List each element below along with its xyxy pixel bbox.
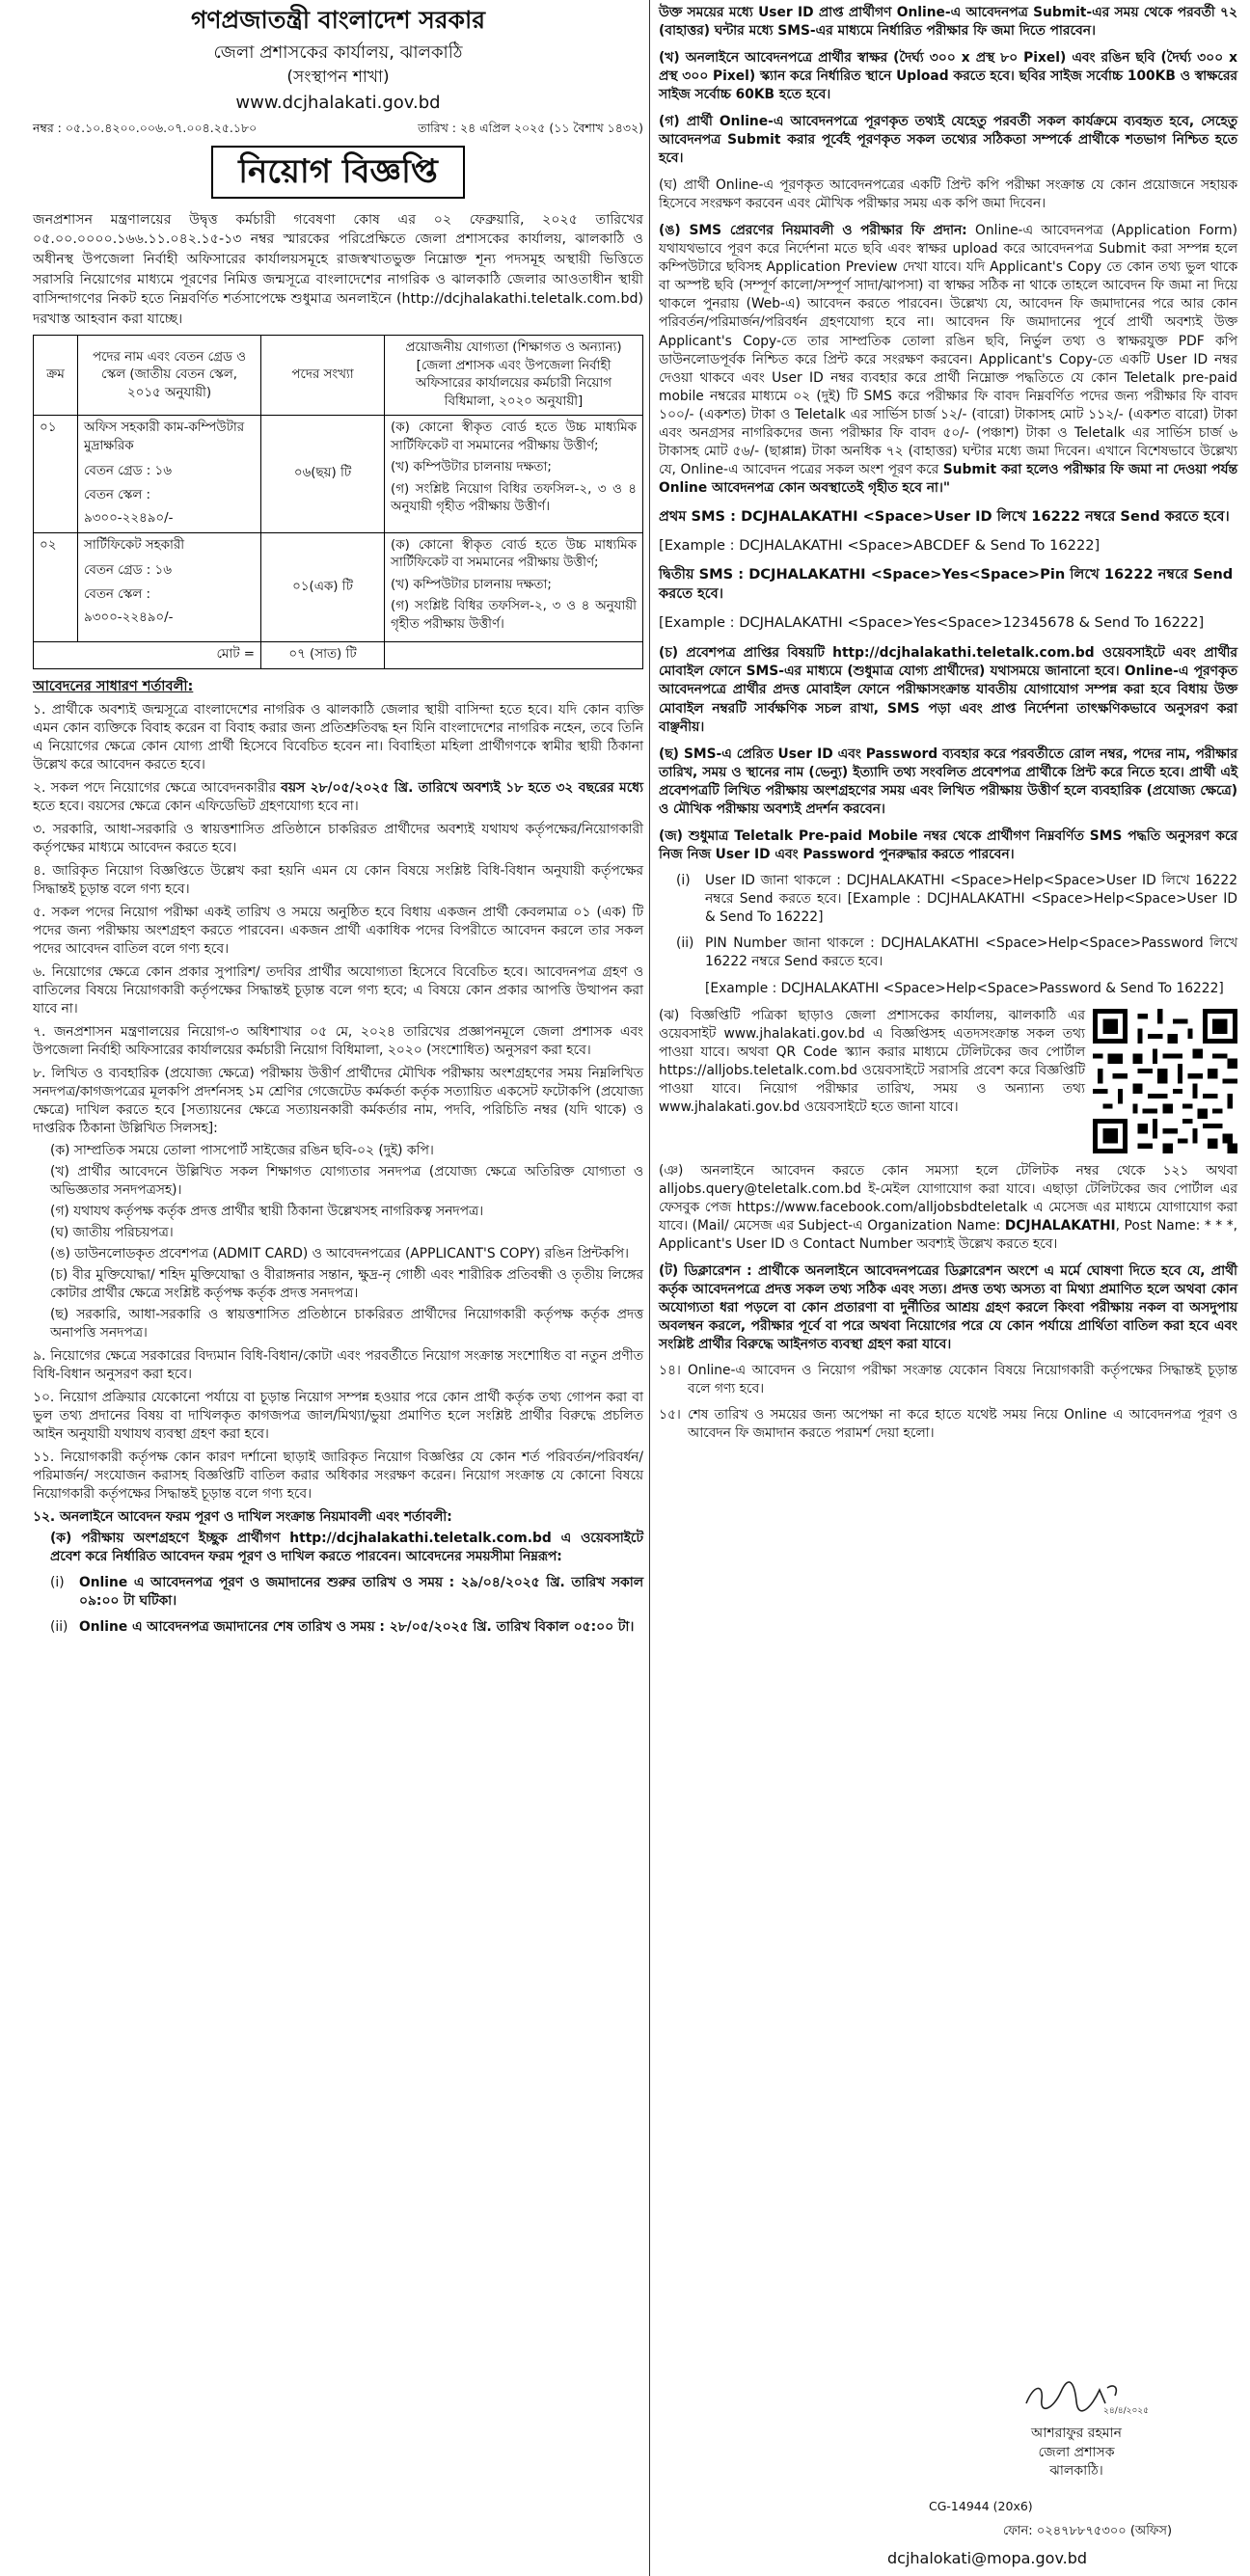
- notice-header: [33, 4, 643, 116]
- intro-paragraph: জনপ্রশাসন মন্ত্রণালয়ের উদ্বৃত্ত কর্মচারী গবেষণা কোষ এর ০২ ফেব্রুয়ারি, ২০২৫ তারিখের ০৫.০০.০০০০.১৬৬.১১.০৪২.১৫-১৩ নম্বর স্মারকের পরিপ্রেক্ষিতে জেলা প্রশাসকের কার্যালয়, ঝালকাঠি ও অধীনস্থ উপজেলা নির্বাহী অফিসারের কার্যালয়সমূহে রাজস্বখাতভুক্ত নিম্নোক্ত শূন্য পদসমূহ অস্থায়ী ভিত্তিতে সরাসরি নিয়োগের মাধ্যমে পূরণের নিমিত্ত জন্মসূত্রে বাংলাদেশের নাগরিক ও ঝালকাঠি জেলার আওতাধীন স্থায়ী বাসিন্দাগণের নিকট হতে নিম্নবর্ণিত শর্তসাপেক্ষে শুধুমাত্র অনলাইনে (http://dcjhalakathi.teletalk.com.bd) দরখাস্ত আহবান করা যাচ্ছে।: [33, 211, 643, 327]
- row2-serial: ০২: [34, 532, 78, 642]
- item-kha: (খ) অনলাইনে আবেদনপত্রে প্রার্থীর স্বাক্ষর (দৈর্ঘ্য ৩০০ x প্রস্থ ৮০ Pixel) এবং রঙিন ছবি (দৈর্ঘ্য ৩০০ x প্রস্থ ৩০০ Pixel) স্ক্যান করে নির্ধারিত স্থানে Upload করতে হবে। ছবির সাইজ সর্বোচ্চ 100KB ও স্বাক্ষরের সাইজ সর্বোচ্চ 60KB হতে হবে।: [659, 50, 1237, 103]
- row2-scale: ৯৩০০-২২৪৯০/-: [84, 610, 174, 626]
- condition-2: [33, 779, 643, 816]
- row1-serial: ০১: [34, 416, 78, 533]
- recovery-password-num: (ii): [676, 935, 694, 951]
- condition-5: ৫. সকল পদের নিয়োগ পরীক্ষা একই তারিখ ও সময়ে অনুষ্ঠিত হবে বিধায় একজন প্রার্থী কেবলমাত্র ০১ (এক) টি পদের জন্য পরীক্ষায় অংশগ্রহণ করতে পারবেন। একজন প্রার্থী একাধিক পদের বিপরীতে আবেদন করলে তার সকল পদের আবেদন বাতিল বলে গণ্য হবে।: [33, 905, 643, 958]
- row2-grade: বেতন গ্রেড : ১৬: [84, 563, 172, 579]
- government-name: গণপ্রজাতন্ত্রী বাংলাদেশ সরকার: [191, 6, 485, 34]
- row1-scale-label: বেতন স্কেল :: [84, 487, 151, 502]
- condition-3: ৩. সরকারি, আধা-সরকারি ও স্বায়ত্তশাসিত প্রতিষ্ঠানে চাকরিরত প্রার্থীদের অবশ্যই যথাযথ কর্তৃপক্ষের/নিয়োগকারী কর্তৃপক্ষের মাধ্যমে আবেদন করতে হবে।: [33, 822, 643, 856]
- condition-8-item: (চ) বীর মুক্তিযোদ্ধা/ শহিদ মুক্তিযোদ্ধা ও বীরাঙ্গনার সন্তান, ক্ষুদ্র-নৃ গোষ্ঠী এবং শারীরিক প্রতিবন্ধী ও তৃতীয় লিঙ্গের কোটার প্রার্থীর ক্ষেত্রে সংশ্লিষ্ট কর্তৃপক্ষ কর্তৃক প্রদত্ত সনদপত্র।: [50, 1266, 643, 1301]
- recovery-user-id: [676, 872, 1237, 927]
- organization-name: DCJHALAKATHI: [1004, 1218, 1116, 1234]
- condition-8: ৮. লিখিত ও ব্যবহারিক (প্রযোজ্য ক্ষেত্রে) পরীক্ষায় উত্তীর্ণ প্রার্থীদের মৌখিক পরীক্ষায় অংশগ্রহণের সময় নিম্নলিখিত সনদপত্র/কাগজপত্রের মূলকপি প্রদর্শনসহ ১ম শ্রেণির গেজেটেড কর্মকর্তা কর্তৃক সত্যায়িত একসেট ফটোকপি (প্রযোজ্য ক্ষেত্রে) দাখিল করতে হবে [সত্যায়নের ক্ষেত্রে সত্যায়নকারী কর্মকর্তার নাম, পদবি, পরিচিতি নম্বর (যদি থাকে) ও দাপ্তরিক ঠিকানা উল্লিখিত সিলসহ]:: [33, 1066, 643, 1137]
- item-cha: (চ) প্রবেশপত্র প্রাপ্তির বিষয়টি http://dcjhalakathi.teletalk.com.bd ওয়েবসাইটে এবং প্রার্থীর মোবাইল ফোনে SMS-এর মাধ্যমে (শুধুমাত্র যোগ্য প্রার্থীদের) যথাসময়ে জানানো হবে। Online-এ পূরণকৃত আবেদনপত্রে প্রার্থীর প্রদত্ত মোবাইল ফোনে পরীক্ষাসংক্রান্ত যাবতীয় যোগাযোগ সম্পন্ন করা হবে বিধায় উক্ত মোবাইল নম্বরটি সার্বক্ষণিক সচল রাখা, SMS পড়া এবং প্রাপ্ত নির্দেশনা তাৎক্ষণিকভাবে অনুসরণ করা বাঞ্ছনীয়।: [659, 645, 1237, 735]
- column-divider: [649, 0, 650, 2576]
- notice-title: [33, 146, 643, 199]
- table-row: [34, 416, 643, 533]
- condition-14-num: ১৪।: [659, 1363, 681, 1379]
- row1-qual-2: (খ) কম্পিউটার চালনায় দক্ষতা;: [391, 460, 552, 475]
- second-sms-example: [Example : DCJHALAKATHI <Space>Yes<Space>12345678 & Send To 16222]: [659, 614, 1205, 632]
- th-qualification: প্রয়োজনীয় যোগ্যতা (শিক্ষাগত ও অন্যান্য) [জেলা প্রশাসক এবং উপজেলা নির্বাহী অফিসারের কার্যালয়ের কর্মচারী নিয়োগ বিধিমালা, ২০২০ অনুযায়ী]: [385, 336, 643, 416]
- condition-12-k: (ক) পরীক্ষায় অংশগ্রহণে ইচ্ছুক প্রার্থীগণ http://dcjhalakathi.teletalk.com.bd এ ওয়েবসাইটে প্রবেশ করে নির্ধারিত আবেদন ফরম পূরণ ও দাখিল করতে পারবেন। আবেদনের সময়সীমা নিম্নরূপ:: [50, 1531, 643, 1565]
- recovery-password-text: PIN Number জানা থাকলে : DCJHALAKATHI <Space>Help<Space>Password লিখে 16222 নম্বরে Send করতে হবে।: [705, 935, 1237, 969]
- table-header-row: [34, 336, 643, 416]
- general-conditions-heading: আবেদনের সাধারণ শর্তাবলী:: [33, 678, 194, 694]
- th-post: পদের নাম এবং বেতন গ্রেড ও স্কেল (জাতীয় বেতন স্কেল, ২০১৫ অনুযায়ী): [78, 336, 261, 416]
- office-name: জেলা প্রশাসকের কার্যালয়, ঝালকাঠি: [213, 41, 463, 63]
- item-jha: (ঝ) বিজ্ঞপ্তিটি পত্রিকা ছাড়াও জেলা প্রশাসকের কার্যালয়, ঝালকাঠি এর ওয়েবসাইট www.jhalakati.gov.bd এ বিজ্ঞপ্তিসহ এতদসংক্রান্ত সকল তথ্য পাওয়া যাবে। অথবা QR Code স্ক্যান করার মাধ্যমে টেলিটকের জব পোর্টাল https://alljobs.teletalk.com.bd ওয়েবসাইটে সরাসরি প্রবেশ করে বিজ্ঞপ্তিটি পাওয়া যাবে। নিয়োগ পরীক্ষার তারিখ, সময় ও অন্যান্য তথ্য www.jhalakati.gov.bd ওয়েবসাইটে হতে জানা যাবে।: [659, 1007, 1085, 1116]
- row1-grade: বেতন গ্রেড : ১৬: [84, 464, 172, 479]
- qr-code-icon[interactable]: [1093, 1009, 1237, 1153]
- item-ga: (গ) প্রার্থী Online-এ আবেদনপত্রে পূরণকৃত তথ্যই যেহেতু পরবর্তী সকল কার্যক্রমে ব্যবহৃত হবে, সেহেতু আবেদনপত্র Submit করার পূর্বেই পূরণকৃত সকল তথ্যের সঠিকতা সম্পর্কে প্রার্থীকে শতভাগ নিশ্চিত হতে হবে।: [659, 114, 1237, 167]
- item-nga-bold: Submit করা হলেও পরীক্ষার ফি জমা না দেওয়া পর্যন্ত Online আবেদনপত্র কোন অবস্থাতেই গৃহীত হবে না।": [659, 461, 1238, 496]
- deadline-end-text: Online এ আবেদনপত্র জমাদানের শেষ তারিখ ও সময় : ২৮/০৫/২০২৫ খ্রি. তারিখ বিকাল ০৫:০০ টা।: [79, 1619, 635, 1636]
- row1-post: অফিস সহকারী কাম-কম্পিউটার মুদ্রাক্ষরিক: [84, 420, 245, 453]
- table-row: [34, 532, 643, 642]
- condition-8-item: (গ) যথাযথ কর্তৃপক্ষ কর্তৃক প্রদত্ত প্রার্থীর স্থায়ী ঠিকানা উল্লেখসহ নাগরিকত্ব সনদপত্র।: [50, 1203, 484, 1219]
- item-nya-a: (ঞ) অনলাইনে আবেদন করতে কোন সমস্যা হলে টেলিটক নম্বর থেকে ১২১ অথবা alljobs.query@teletalk.com.bd ই-মেইল যোগাযোগ করা যাবে। এছাড়া টেলিটকের জব পোর্টাল এর ফেসবুক পেজ https://www.facebook.com/alljobsbdteletalk এ মেসেজ এর মাধ্যমে যোগাযোগ করা যাবে। (Mail/ মেসেজ এর Subject-এ Organization Name:: [659, 1162, 1237, 1234]
- condition-4: ৪. জারিকৃত নিয়োগ বিজ্ঞপ্তিতে উল্লেখ করা হয়নি এমন যে কোন বিষয়ে সংশ্লিষ্ট বিধি-বিধান অনুযায়ী কর্তৃপক্ষের সিদ্ধান্তই চূড়ান্ত বলে গণ্য হবে।: [33, 863, 643, 898]
- condition-8-item: (ছ) সরকারি, আধা-সরকারি ও স্বায়ত্তশাসিত প্রতিষ্ঠানে চাকরিরত প্রার্থীদের নিয়োগকারী কর্তৃপক্ষ কর্তৃক প্রদত্ত অনাপত্তি সনদপত্র।: [50, 1306, 643, 1341]
- memo-date: তারিখ : ২৪ এপ্রিল ২০২৫ (১১ বৈশাখ ১৪৩২): [418, 120, 643, 135]
- second-sms: দ্বিতীয় SMS : DCJHALAKATHI <Space>Yes<Space>Pin লিখে 16222 নম্বরে Send করতে হবে।: [659, 566, 1234, 603]
- row1-qualifications: [385, 416, 643, 533]
- row2-qual-2: (খ) কম্পিউটার চালনায় দক্ষতা;: [391, 577, 552, 592]
- recovery-user-id-text: User ID জানা থাকলে : DCJHALAKATHI <Space>Help<Space>User ID লিখে 16222 নম্বরে Send করতে হবে। [Example : DCJHALAKATHI <Space>Help<Space>User ID & Send To 16222]: [705, 872, 1237, 925]
- deadline-start-text: Online এ আবেদনপত্র পূরণ ও জমাদানের শুরুর তারিখ ও সময় : ২৯/০৪/২০২৫ খ্রি. তারিখ সকাল ০৯:০০ টা ঘটিকা।: [79, 1575, 643, 1610]
- row1-scale: ৯৩০০-২২৪৯০/-: [84, 511, 174, 527]
- row2-count: ০১(এক) টি: [261, 532, 385, 642]
- condition-8-item: (ঘ) জাতীয় পরিচয়পত্র।: [50, 1224, 174, 1240]
- website: www.dcjhalakati.gov.bd: [235, 92, 441, 113]
- row1-post-cell: [78, 416, 261, 533]
- deadline-start: [50, 1574, 643, 1611]
- condition-11: ১১. নিয়োগকারী কর্তৃপক্ষ কোন কারণ দর্শানো ছাড়াই জারিকৃত নিয়োগ বিজ্ঞপ্তির যে কোন শর্ত পরিবর্তন/পরিবর্ধন/পরিমার্জন/ সংযোজন করাসহ বিজ্ঞপ্তিটি বাতিল করার অধিকার সংরক্ষণ করেন। নিয়োগ সংক্রান্ত যে কোনো বিষয়ে নিয়োগকারী কর্তৃপক্ষের সিদ্ধান্তই চূড়ান্ত বলে গণ্য হবে।: [33, 1449, 643, 1503]
- reference-line: [33, 120, 643, 136]
- item-ja: (জ) শুধুমাত্র Teletalk Pre-paid Mobile নম্বর থেকে প্রার্থীগণ নিম্নবর্ণিত SMS পদ্ধতি অনুসরণ করে নিজ নিজ User ID এবং Password পুনরুদ্ধার করতে পারবেন।: [659, 827, 1237, 862]
- table-total-row: [34, 642, 643, 669]
- recovery-password: [676, 935, 1237, 971]
- row1-count: ০৬(ছয়) টি: [261, 416, 385, 533]
- item-nga-body: Online-এ আবেদনপত্র (Application Form) যথাযথভাবে পূরণ করে নির্দেশনা মতে ছবি এবং স্বাক্ষর upload করে আবেদনপত্র Submit করা সম্পন্ন হলে কম্পিউটারে ছবিসহ Application Preview দেখা যাবে। যদি Applicant's Copy তে কোন তথ্য ভুল থাকে বা অস্পষ্ট ছবি (সম্পূর্ণ কালো/সম্পূর্ণ সাদা/ঝাপসা) বা স্বাক্ষর সঠিক না থাকে তাহলে আবেদন ফি জমা না দিয়ে থাকলে পুনরায় (Web-এ) আবেদন করতে পারবেন। উল্লেখ্য যে, আবেদন ফি জমাদানের পরে আর কোন পরিবর্তন/পরিমার্জন/পরিবর্ধন গ্রহণযোগ্য হবে না। আবেদন ফি জমাদানের পূর্বে প্রার্থী অবশ্যই উক্ত Applicant's Copy-তে তার সাম্প্রতিক তোলা রঙিন ছবি, নির্ভুল তথ্য ও স্বাক্ষরযুক্ত PDF কপি ডাউনলোডপূর্বক নিশ্চিত করে প্রিন্ট করে সংরক্ষণ করবেন। Applicant's Copy-তে একটি User ID নম্বর দেওয়া থাকবে এবং User ID নম্বর ব্যবহার করে প্রার্থী নিম্নোক্ত পদ্ধতিতে যে কোন Teletalk pre-paid mobile নম্বরের মাধ্যমে ০২ (দুই) টি SMS করে পরীক্ষার ফি বাবদ নিম্নবর্ণিত পদের জন্য পরীক্ষার ফি বাবদ ১০০/- (একশত) টাকা ও Teletalk এর সার্ভিস চার্জ ১২/- (বারো) টাকাসহ মোট ১১২/- (একশত বারো) টাকা এবং অনগ্রসর নাগরিকদের জন্য পরীক্ষার ফি বাবদ ৫০/- (পঞ্চাশ) টাকা ও Teletalk এর সার্ভিস চার্জ ৬ টাকাসহ মোট ৫৬/- (ছাপ্পান্ন) টাকা অনধিক ৭২ (বাহাত্তর) ঘন্টার মধ্যে জমা দিবেন। এখানে বিশেষভাবে উল্লেখ্য যে, Online-এ আবেদন পত্রের সকল অংশ পূরণ করে: [659, 223, 1237, 477]
- condition-14: [659, 1362, 1237, 1398]
- th-serial: ক্রম: [34, 336, 78, 416]
- deadline-end: [50, 1618, 643, 1637]
- first-sms-example: [Example : DCJHALAKATHI <Space>ABCDEF & Send To 16222]: [659, 536, 1101, 554]
- total-count: ০৭ (সাত) টি: [261, 642, 385, 669]
- notice-title-text: নিয়োগ বিজ্ঞপ্তি: [211, 146, 465, 199]
- condition-8-item: (ঙ) ডাউনলোডকৃত প্রবেশপত্র (ADMIT CARD) ও আবেদনপত্রের (APPLICANT'S COPY) রঙিন প্রিন্টকপি।: [50, 1245, 629, 1261]
- recovery-password-example: [Example : DCJHALAKATHI <Space>Help<Space>Password & Send To 16222]: [705, 980, 1224, 996]
- item-nga-heading: (ঙ) SMS প্রেরণের নিয়মাবলী ও পরীক্ষার ফি প্রদান:: [659, 223, 967, 239]
- condition-7: ৭. জনপ্রশাসন মন্ত্রণালয়ের নিয়োগ-৩ অধিশাখার ০৫ মে, ২০২৪ তারিখের প্রজ্ঞাপনমূলে জেলা প্রশাসক এবং উপজেলা নির্বাহী অফিসারের কার্যালয়ের কর্মচারী নিয়োগ বিধিমালা, ২০২০ (সংশোধিত) অনুসরণ করা হবে।: [33, 1024, 643, 1059]
- total-empty: [385, 642, 643, 669]
- row2-post-cell: [78, 532, 261, 642]
- row1-qual-3: (গ) সংশ্লিষ্ট নিয়োগ বিধির তফসিল-২, ৩ ও ৪ অনুযায়ী গৃহীত পরীক্ষায় উত্তীর্ণ।: [391, 481, 637, 515]
- deadline-start-num: (i): [50, 1575, 65, 1591]
- recovery-user-id-num: (i): [676, 872, 691, 888]
- branch-name: (সংস্থাপন শাখা): [286, 68, 390, 88]
- item-ta-declaration: (ট) ডিক্লারেশন : প্রার্থীকে অনলাইনে আবেদনপত্রের ডিক্লারেশন অংশে এ মর্মে ঘোষণা দিতে হবে যে, প্রার্থী কর্তৃক আবেদনপত্রে প্রদত্ত সকল তথ্য সঠিক এবং সত্য। প্রদত্ত তথ্য অসত্য বা মিথ্যা প্রমাণিত হলে অথবা কোন অযোগ্যতা ধরা পড়লে বা কোন প্রতারণা বা দুর্নীতির আশ্রয় গ্রহণ করলে কিংবা পরীক্ষায় নকল বা অসদুপায় অবলম্বন করলে, পরীক্ষার পূর্বে বা পরে অথবা নিয়োগের পরে যে কোন পর্যায়ে প্রার্থিতা বাতিল করা হবে এবং সংশ্লিষ্ট প্রার্থীর বিরুদ্ধে আইনগত ব্যবস্থা গ্রহণ করা যাবে।: [659, 1263, 1237, 1353]
- user-id-fee-paragraph: উক্ত সময়ের মধ্যে User ID প্রাপ্ত প্রার্থীগণ Online-এ আবেদনপত্র Submit-এর সময় থেকে পরবর্তী ৭২ (বাহাত্তর) ঘন্টার মধ্যে SMS-এর মাধ্যমে নির্ধারিত পরীক্ষার ফি জমা দিতে পারবেন।: [659, 5, 1237, 40]
- item-nya-c: , Post Name: * * *, Applicant's User ID ও Contact Number অবশ্যই উল্লেখ করতে হবে।: [659, 1218, 1237, 1253]
- signature-block: [1019, 2374, 1149, 2481]
- website-qr-section: [659, 1007, 1237, 1153]
- memo-number: নম্বর : ০৫.১০.৪২০০.০০৬.০৭.০০৪.২৫.১৮০: [33, 120, 258, 135]
- row2-qual-3: (গ) সংশ্লিষ্ট বিধির তফসিল-২, ৩ ও ৪ অনুযায়ী গৃহীত পরীক্ষায় উত্তীর্ণ।: [391, 599, 637, 632]
- condition-8-item: (ক) সাম্প্রতিক সময়ে তোলা পাসপোর্ট সাইজের রঙিন ছবি-০২ (দুই) কপি।: [50, 1142, 434, 1158]
- condition-15-text: শেষ তারিখ ও সময়ের জন্য অপেক্ষা না করে হাতে যথেষ্ট সময় নিয়ে Online এ আবেদনপত্র পূরণ ও আবেদন ফি জমাদান করতে পরামর্শ দেয়া হলো।: [688, 1407, 1237, 1442]
- condition-2-a: ২. সকল পদে নিয়োগের ক্ষেত্রে আবেদনকারীর: [33, 779, 282, 796]
- condition-14-text: Online-এ আবেদন ও নিয়োগ পরীক্ষা সংক্রান্ত যেকোন বিষয়ে নিয়োগকারী কর্তৃপক্ষের সিদ্ধান্তই চূড়ান্ত বলে গণ্য হবে।: [688, 1363, 1237, 1397]
- signatory-designation: জেলা প্রশাসক: [1038, 2444, 1115, 2460]
- th-count: পদের সংখ্যা: [261, 336, 385, 416]
- signatory-name: আশরাফুর রহমান: [1030, 2426, 1122, 2442]
- office-phone: ফোন: ০২৪৭৮৮৭৫৩০০ (অফিস): [1003, 2524, 1173, 2538]
- condition-15: [659, 1406, 1237, 1443]
- condition-6: ৬. নিয়োগের ক্ষেত্রে কোন প্রকার সুপারিশ/ তদবির প্রার্থীর অযোগ্যতা হিসেবে বিবেচিত হবে। আবেদনপত্র গ্রহণ ও বাতিলের বিষয়ে নিয়োগকারী কর্তৃপক্ষের সিদ্ধান্তই চূড়ান্ত বলে গণ্য হবে; এ বিষয়ে কোন প্রকার আপত্তি উত্থাপন করা যাবে না।: [33, 964, 643, 1017]
- signature-date: ২৪/৪/২০২৫: [1103, 2406, 1149, 2416]
- office-email: dcjhalokati@mopa.gov.bd: [887, 2549, 1088, 2567]
- condition-8-item: (খ) প্রার্থীর আবেদনে উল্লিখিত সকল শিক্ষাগত যোগ্যতার সনদপত্র (প্রযোজ্য ক্ষেত্রে অতিরিক্ত যোগ্যতা ও অভিজ্ঞতার সনদপত্রসহ)।: [50, 1163, 643, 1198]
- condition-1: ১. প্রার্থীকে অবশ্যই জন্মসূত্রে বাংলাদেশের নাগরিক ও ঝালকাঠি জেলার স্থায়ী বাসিন্দা হতে হবে। যদি কোন ব্যক্তি এমন কোন ব্যক্তিকে বিবাহ করেন বা বিবাহ করার জন্য প্রতিশ্রুতিবদ্ধ হন যিনি বাংলাদেশের নাগরিক নহেন, তবে তিনি এ নিয়োগের ক্ষেত্রে কোন যোগ্য প্রার্থী হিসেবে বিবেচিত হবেন না। বিবাহিতা মহিলা প্রার্থীগণকে স্বামীর স্থায়ী ঠিকানা উল্লেখ করে আবেদন করতে হবে।: [33, 701, 643, 773]
- row2-post: সার্টিফিকেট সহকারী: [84, 537, 185, 553]
- signatory-place: ঝালকাঠি।: [1049, 2462, 1103, 2479]
- posts-table: [33, 335, 643, 669]
- condition-9: ৯. নিয়োগের ক্ষেত্রে সরকারের বিদ্যমান বিধি-বিধান/কোটা এবং পরবর্তীতে নিয়োগ সংক্রান্ত সংশোধিত বা নতুন প্রণীত বিধি-বিধান অনুসরণ করা হবে।: [33, 1347, 643, 1382]
- right-column: [659, 0, 1237, 1443]
- total-label: মোট =: [34, 642, 261, 669]
- item-gha: (ঘ) প্রার্থী Online-এ পূরণকৃত আবেদনপত্রের একটি প্রিন্ট কপি পরীক্ষা সংক্রান্ত যে কোন প্রয়োজনে সহায়ক হিসেবে সংরক্ষণ করবেন এবং মৌখিক পরীক্ষার সময় এক কপি জমা দিবেন।: [659, 177, 1237, 212]
- item-nya: [659, 1162, 1237, 1254]
- left-column: [33, 0, 643, 1637]
- signature-icon: [1019, 2374, 1149, 2419]
- condition-15-num: ১৫।: [659, 1407, 681, 1424]
- row2-qualifications: [385, 532, 643, 642]
- row1-qual-1: (ক) কোনো স্বীকৃত বোর্ড হতে উচ্চ মাধ্যমিক সার্টিফিকেট বা সমমানের পরীক্ষায় উত্তীর্ণ;: [391, 420, 637, 453]
- row2-qual-1: (ক) কোনো স্বীকৃত বোর্ড হতে উচ্চ মাধ্যমিক সার্টিফিকেট বা সমমানের পরীক্ষায় উত্তীর্ণ;: [391, 537, 637, 571]
- condition-10: ১০. নিয়োগ প্রক্রিয়ার যেকোনো পর্যায়ে বা চূড়ান্ত নিয়োগ সম্পন্ন হওয়ার পরে কোন প্রার্থী কর্তৃক তথ্য গোপন করা বা ভুল তথ্য প্রদানের বিষয় বা দাখিলকৃত কাগজপত্র জাল/মিথ্যা/ভুয়া প্রমাণিত হলে সংশ্লিষ্ট প্রার্থীর বিরুদ্ধে প্রচলিত আইন অনুযায়ী যথাযথ ব্যবস্থা গ্রহণ করা হবে।: [33, 1389, 643, 1442]
- condition-2-c: হতে হবে। বয়সের ক্ষেত্রে কোন এফিডেভিট গ্রহণযোগ্য হবে না।: [33, 798, 359, 814]
- condition-12: ১২. অনলাইনে আবেদন ফরম পূরণ ও দাখিল সংক্রান্ত নিয়মাবলী এবং শর্তাবলী:: [33, 1509, 452, 1526]
- item-nga: [659, 222, 1237, 497]
- footer-code: CG-14944 (20x6): [929, 2499, 1033, 2513]
- row2-scale-label: বেতন স্কেল :: [84, 586, 151, 602]
- first-sms: প্রথম SMS : DCJHALAKATHI <Space>User ID লিখে 16222 নম্বরে Send করতে হবে।: [659, 507, 1230, 525]
- condition-2-age: বয়স ২৮/০৫/২০২৫ খ্রি. তারিখে অবশ্যই ১৮ হতে ৩২ বছরের মধ্যে: [281, 779, 643, 796]
- item-chha: (ছ) SMS-এ প্রেরিত User ID এবং Password ব্যবহার করে পরবর্তীতে রোল নম্বর, পদের নাম, পরীক্ষার তারিখ, সময় ও স্থানের নাম (ভেন্যু) ইত্যাদি তথ্য সংবলিত প্রবেশপত্র প্রার্থীকে প্রিন্ট করে নিতে হবে। প্রার্থী এই প্রবেশপত্রটি লিখিত পরীক্ষায় অংশগ্রহণের সময় এবং লিখিত পরীক্ষায় উত্তীর্ণ হলে ব্যবহারিক (প্রযোজ্য ক্ষেত্রে) ও মৌখিক পরীক্ষায় অবশ্যই প্রদর্শন করবেন।: [659, 746, 1237, 817]
- deadline-end-num: (ii): [50, 1619, 68, 1636]
